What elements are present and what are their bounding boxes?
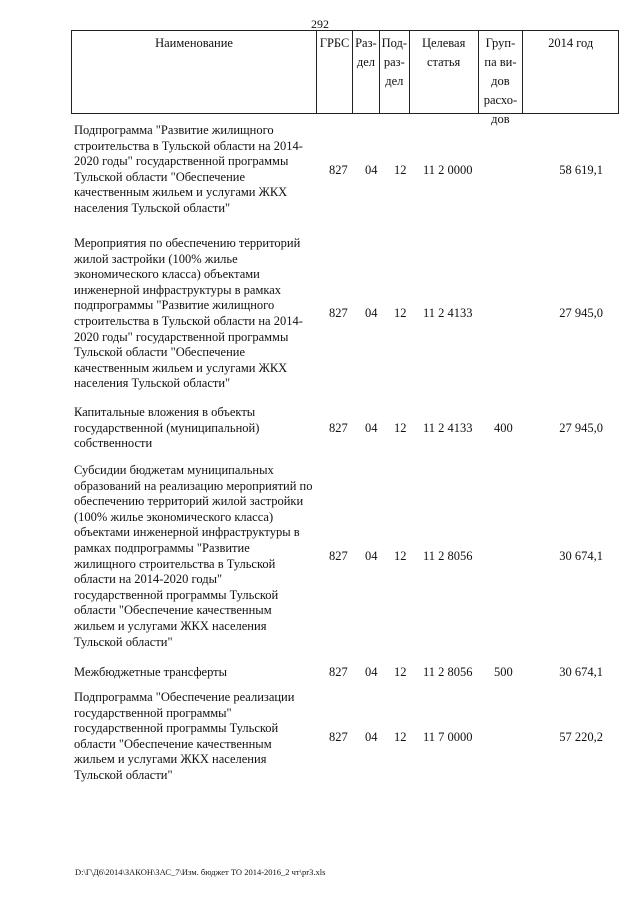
row-name: Подпрограмма "Обеспечение реализации государственной программы" государственной программы Тульской области "Обеспечение качественным жильем и услугами ЖКХ населения Тульской области": [74, 690, 295, 782]
row-target: 11 2 8056: [423, 665, 473, 679]
row-amount: 58 619,1: [559, 163, 603, 177]
row-amount: 57 220,2: [559, 730, 603, 744]
row-grbs: 827: [329, 730, 348, 744]
row-razdel: 04: [365, 421, 378, 435]
column-header-razdel: Раз- дел: [353, 31, 380, 113]
row-podrazdel: 12: [394, 665, 407, 679]
row-name: Межбюджетные трансферты: [74, 665, 228, 679]
row-name: Субсидии бюджетам муниципальных образований на реализацию мероприятий по обеспечению территорий жилой застройки (100% жилье экономического класса) объектами инженерной инфраструктуры в рамках подпрограммы "Развитие жилищного строительства в Тульской области на 2014-2020 годы" государственной программы Тульской области "Обеспечение качественным жильем и услугами ЖКХ населения Тульской области": [74, 463, 313, 649]
column-header-target: Целевая статья: [410, 31, 479, 113]
row-grbs: 827: [329, 421, 348, 435]
row-grbs: 827: [329, 665, 348, 679]
row-amount: 27 945,0: [559, 306, 603, 320]
column-header-year: 2014 год: [548, 36, 594, 50]
row-target: 11 2 4133: [423, 421, 473, 435]
column-header-podrazdel: Под- раз- дел: [380, 31, 410, 113]
row-target: 11 2 0000: [423, 163, 473, 177]
row-target: 11 2 8056: [423, 549, 473, 563]
row-target: 11 7 0000: [423, 730, 473, 744]
row-amount: 30 674,1: [559, 549, 603, 563]
row-group: 500: [494, 665, 513, 679]
column-header-name: Наименование: [72, 31, 317, 113]
row-amount: 30 674,1: [559, 665, 603, 679]
row-amount: 27 945,0: [559, 421, 603, 435]
row-razdel: 04: [365, 306, 378, 320]
footer-file-path: D:\Г\Д6\2014\ЗАКОН\ЗАС_7\Изм. бюджет ТО 2014-2016_2 чт\pr3.xls: [75, 867, 326, 877]
row-grbs: 827: [329, 549, 348, 563]
row-razdel: 04: [365, 730, 378, 744]
row-grbs: 827: [329, 306, 348, 320]
table-header: [71, 30, 619, 126]
row-name: Капитальные вложения в объекты государственной (муниципальной) собственности: [74, 405, 260, 451]
row-target: 11 2 4133: [423, 306, 473, 320]
row-name: Подпрограмма "Развитие жилищного строительства в Тульской области на 2014- 2020 годы" государственной программы Тульской области "Обеспечение качественным жильем и услугами ЖКХ населения Тульской области": [74, 123, 303, 215]
row-razdel: 04: [365, 665, 378, 679]
row-name: Мероприятия по обеспечению территорий жилой застройки (100% жилье экономического класса) объектами инженерной инфраструктуры в рамках подпрограммы "Развитие жилищного строительства в Тульской области на 2014- 2020 годы" государственной программы Тульской области "Обеспечение качественным жильем и услугами ЖКХ населения Тульской области": [74, 236, 303, 391]
row-podrazdel: 12: [394, 306, 407, 320]
row-podrazdel: 12: [394, 549, 407, 563]
column-header-group: Груп- па ви- дов расхо- дов: [479, 31, 524, 113]
row-grbs: 827: [329, 163, 348, 177]
row-podrazdel: 12: [394, 421, 407, 435]
row-razdel: 04: [365, 549, 378, 563]
column-header-grbs: ГРБС: [317, 31, 353, 113]
row-razdel: 04: [365, 163, 378, 177]
row-podrazdel: 12: [394, 163, 407, 177]
page-number: 292: [311, 17, 329, 31]
row-group: 400: [494, 421, 513, 435]
row-podrazdel: 12: [394, 730, 407, 744]
